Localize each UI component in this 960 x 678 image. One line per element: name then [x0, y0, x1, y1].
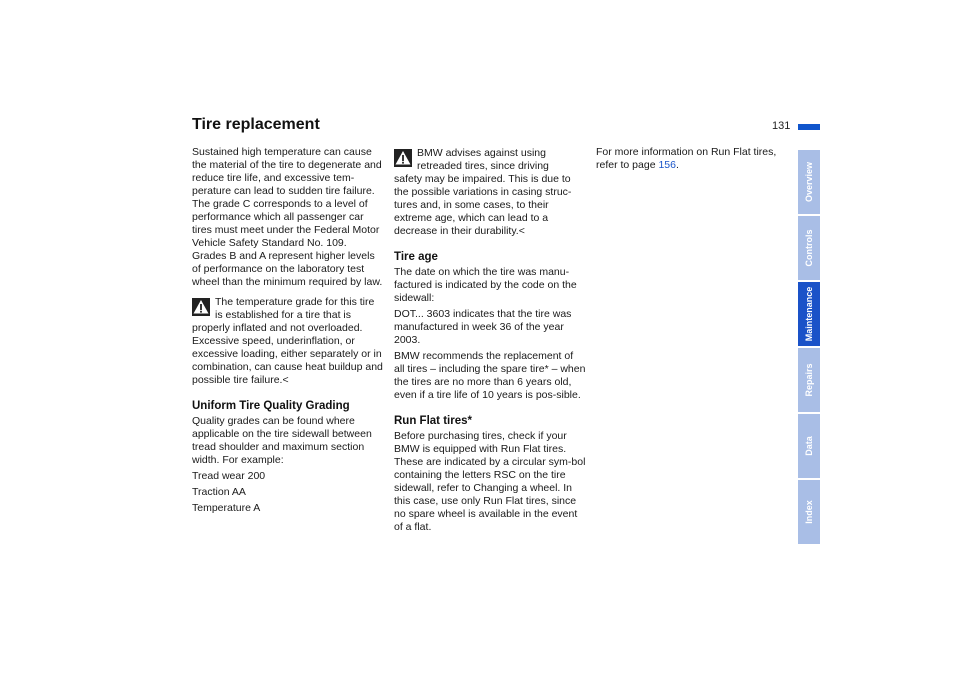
warning-triangle-icon [394, 149, 412, 167]
paragraph-dot-code: DOT... 3603 indicates that the tire was manufactured in week 36 of the year 2003. [394, 308, 572, 346]
heading-run-flat: Run Flat tires* [394, 415, 472, 427]
paragraph-replacement: BMW recommends the replacement of all tires – including the spare tire* – when the tires are no more than 6 years old, even if a tire life of 10 years is pos-sible. [394, 350, 586, 401]
column-2 [394, 147, 586, 537]
paragraph-more-info [596, 146, 788, 172]
tab-maintenance[interactable] [798, 282, 820, 346]
page-number: 131 [772, 120, 791, 132]
warning-triangle-icon [192, 298, 210, 316]
paragraph-manufacture-date: The date on which the tire was manu-factured is indicated by the code on the sidewall: [394, 266, 577, 304]
column-1 [192, 146, 384, 518]
more-info-end: . [676, 159, 679, 171]
tab-overview[interactable] [798, 150, 820, 214]
heading-tire-age: Tire age [394, 251, 438, 263]
tab-label-maintenance: Maintenance [804, 286, 814, 342]
tab-controls[interactable] [798, 216, 820, 280]
column-3 [596, 146, 788, 175]
paragraph-quality-grades: Quality grades can be found where applicable on the tire sidewall between tread shoulder and maximum section width. For example: [192, 415, 372, 466]
example-tread-wear: Tread wear 200 [192, 470, 266, 482]
warning-temperature [192, 296, 384, 387]
tab-label-repairs: Repairs [804, 363, 814, 397]
warning-text-first: The temperature grade for this tire is established for a tire that is [215, 296, 375, 321]
page-title: Tire replacement [192, 116, 320, 133]
heading-utqg: Uniform Tire Quality Grading [192, 400, 350, 412]
tab-data[interactable] [798, 414, 820, 478]
more-info-text: For more information on Run Flat tires, refer to page [596, 146, 777, 171]
tab-repairs[interactable] [798, 348, 820, 412]
example-temperature: Temperature A [192, 502, 261, 514]
tab-label-controls: Controls [804, 229, 814, 267]
end-mark: < [518, 225, 525, 237]
warning-retreaded [394, 147, 586, 238]
tab-label-overview: Overview [804, 161, 814, 203]
tab-label-index: Index [804, 500, 814, 524]
page-link-156[interactable]: 156 [658, 159, 676, 171]
paragraph-run-flat: Before purchasing tires, check if your BMW is equipped with Run Flat tires. These are indicated by a circular sym-bol containing the letters RSC on the tire sidewall, refer to Changing a wheel. In this case, use only Run Flat tires, since no spare wheel is available in the event of a flat. [394, 430, 586, 533]
warning-text-first: BMW advises against using retreaded tires, since driving [417, 147, 549, 172]
section-tabs [798, 150, 820, 546]
tab-index[interactable] [798, 480, 820, 544]
warning-text-rest: properly inflated and not overloaded. Excessive speed, underinflation, or excessive loading, either separately or in combination, can cause heat buildup and possible tire failure. [192, 322, 383, 386]
tab-label-data: Data [804, 436, 814, 456]
page-marker [798, 124, 820, 130]
warning-text-rest: safety may be impaired. This is due to the possible variations in casing struc-tures and, in some cases, to their extreme age, which can lead to a decrease in their durability. [394, 173, 572, 237]
end-mark: < [282, 374, 289, 386]
paragraph-temperature: Sustained high temperature can cause the material of the tire to degenerate and reduce tire life, and excessive tem-perature can lead to sudden tire failure. The grade C corresponds to a level of performance which all passenger car tires must meet under the Federal Motor Vehicle Safety Standard No. 109. Grades B and A represent higher levels of performance on the laboratory test wheel than the minimum required by law. [192, 146, 383, 288]
example-traction: Traction AA [192, 486, 246, 498]
